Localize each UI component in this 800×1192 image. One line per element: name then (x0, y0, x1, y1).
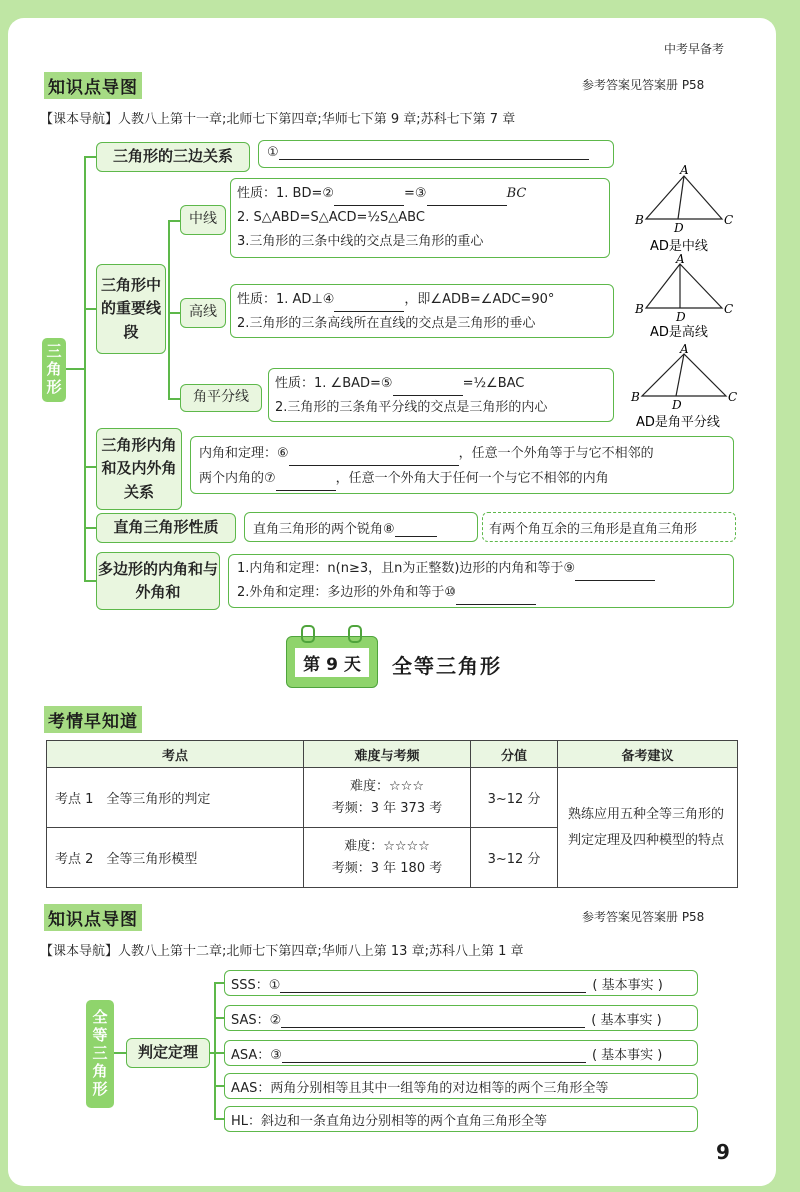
criteria-text: AAS：两角分别相等且其中一组等角的对边相等的两个三角形全等 (231, 1081, 609, 1096)
blank-label: ③ (270, 1048, 282, 1063)
node-criteria: 判定定理 (126, 1038, 210, 1068)
criteria-suffix: ( 基本事实 ) (591, 1013, 662, 1028)
section1-answer-ref: 参考答案见答案册 P58 (582, 78, 705, 92)
bisector-line1-suffix: =½∠BAC (462, 376, 525, 391)
node-sides: 三角形的三边关系 (96, 142, 250, 172)
tree-link (84, 156, 96, 158)
bisector-caption: AD是角平分线 (636, 415, 720, 430)
blank-6[interactable] (289, 451, 459, 466)
section1-title: 知识点导图 (44, 72, 142, 99)
blank-10[interactable] (456, 590, 536, 605)
table-header: 分值 (471, 741, 558, 768)
advice-cell: 熟练应用五种全等三角形的判定定理及四种模型的特点 (558, 768, 738, 888)
sides-box (258, 140, 614, 168)
table-header: 难度与考频 (304, 741, 471, 768)
polygon-line2: 2.外角和定理：多边形的外角和等于 (237, 585, 445, 600)
right-note (482, 512, 736, 542)
day-badge (286, 636, 378, 688)
table-header-row (47, 741, 738, 768)
fig-label-b: B (631, 390, 640, 404)
tree-link (84, 580, 96, 582)
altitude-box (230, 284, 614, 338)
tree-link (84, 527, 96, 529)
section2-answer-ref: 参考答案见答案册 P58 (582, 910, 705, 924)
fig-label-a: A (676, 254, 685, 266)
exam-title: 考情早知道 (44, 706, 142, 733)
criteria-item (224, 1073, 698, 1099)
altitude-line2: 2.三角形的三条高线所在直线的交点是三角形的垂心 (237, 316, 536, 331)
frequency: 考频：3 年 180 考 (331, 860, 443, 876)
tree-root-link (66, 368, 86, 370)
difficulty: 难度：☆☆☆ (350, 778, 424, 794)
blank-4-label: ④ (322, 292, 335, 307)
blank-9-label: ⑨ (563, 561, 576, 576)
blank-input[interactable] (282, 1048, 586, 1063)
blank-9[interactable] (575, 566, 655, 581)
blank-3-label: ③ (414, 186, 427, 201)
tree-sub-trunk (168, 220, 170, 398)
blank-7-label: ⑦ (264, 471, 276, 486)
right-box (244, 512, 478, 542)
tree-trunk-2 (214, 982, 216, 1118)
blank-5[interactable] (393, 381, 463, 396)
bisector-line1: 性质：1. ∠BAD= (275, 376, 381, 391)
criteria-prefix: ASA： (231, 1048, 271, 1063)
difficulty: 难度：☆☆☆☆ (344, 838, 430, 854)
tree-link (84, 466, 96, 468)
table-cell (304, 768, 471, 828)
node-bisector: 角平分线 (180, 384, 262, 412)
blank-6-label: ⑥ (277, 446, 289, 461)
blank-input[interactable] (280, 978, 586, 993)
frequency: 考频：3 年 373 考 (331, 800, 443, 816)
section1-textbook-nav: 【课本导航】人教八上第十一章;北师七下第四章;华师七下第 9 章;苏科七下第 7 章 (40, 112, 516, 127)
median-suffix: BC (506, 186, 527, 201)
exam-table (46, 740, 738, 888)
fig-label-c: C (724, 213, 734, 227)
criteria-suffix: ( 基本事实 ) (592, 978, 663, 993)
median-box (230, 178, 610, 258)
blank-2-label: ② (322, 186, 335, 201)
polygon-box (228, 554, 734, 608)
fig-label-a: A (680, 344, 689, 356)
page-number: 9 (716, 1140, 730, 1164)
criteria-prefix: SAS： (231, 1013, 270, 1028)
altitude-caption: AD是高线 (650, 325, 708, 340)
table-cell: 考点 1 全等三角形的判定 (47, 768, 304, 828)
blank-8[interactable] (395, 522, 437, 537)
blank-1-label: ① (267, 145, 279, 160)
tree-link (214, 1118, 224, 1120)
root-triangle: 三角形 (42, 338, 66, 402)
criteria-text: HL：斜边和一条直角边分别相等的两个直角三角形全等 (231, 1114, 548, 1129)
fig-label-b: B (635, 213, 644, 227)
blank-4[interactable] (334, 297, 404, 312)
table-header: 备考建议 (558, 741, 738, 768)
altitude-line1-suffix: ，即∠ADB=∠ADC=90° (404, 292, 555, 307)
tree-link (114, 1052, 126, 1054)
ring-icon (301, 625, 315, 643)
median-figure (634, 164, 734, 259)
day-number: 第 9 天 (295, 648, 369, 677)
tree-link (214, 1052, 224, 1054)
tree-link (214, 1017, 224, 1019)
table-cell: 3~12 分 (471, 768, 558, 828)
tree-link (168, 312, 180, 314)
median-line2: 2. S△ABD=S△ACD=½S△ABC (237, 210, 425, 225)
criteria-prefix: SSS： (231, 978, 269, 993)
node-polygon: 多边形的内角和与外角和 (96, 552, 220, 610)
day-title: 全等三角形 (392, 654, 502, 678)
tree-link (214, 1085, 224, 1087)
fig-label-c: C (724, 302, 734, 316)
tree-link (214, 982, 224, 984)
blank-input[interactable] (281, 1013, 585, 1028)
bisector-line2: 2.三角形的三条角平分线的交点是三角形的内心 (275, 400, 548, 415)
altitude-line1: 性质：1. AD⊥ (237, 292, 323, 307)
fig-label-d: D (676, 310, 686, 324)
median-line1: 性质：1. BD= (237, 186, 323, 201)
header-label: 中考早备考 (664, 42, 725, 56)
median-eq: = (404, 186, 415, 201)
bisector-box (268, 368, 614, 422)
table-row (47, 768, 738, 828)
fig-label-a: A (680, 164, 689, 177)
angles-box (190, 436, 734, 494)
blank-7[interactable] (276, 476, 336, 491)
angles-line2-suffix: ，任意一个外角大于任何一个与它不相邻的内角 (335, 471, 609, 486)
fig-label-b: B (635, 302, 644, 316)
table-cell (304, 828, 471, 888)
blank-10-label: ⑩ (444, 585, 457, 600)
polygon-line1: 1.内角和定理：n(n≥3，且n为正整数)边形的内角和等于 (237, 561, 564, 576)
blank-1[interactable] (279, 145, 589, 160)
fig-label-c: C (728, 390, 738, 404)
median-caption: AD是中线 (650, 239, 708, 254)
table-header: 考点 (47, 741, 304, 768)
blank-5-label: ⑤ (380, 376, 393, 391)
median-line3: 3.三角形的三条中线的交点是三角形的重心 (237, 234, 484, 249)
right-note-text: 有两个角互余的三角形是直角三角形 (489, 522, 698, 537)
table-cell: 3~12 分 (471, 828, 558, 888)
right-text: 直角三角形的两个锐角 (253, 522, 384, 537)
angles-line2: 两个内角的 (199, 471, 265, 486)
blank-label: ② (269, 1013, 282, 1028)
criteria-suffix: ( 基本事实 ) (591, 1048, 663, 1063)
node-angles: 三角形内角和及内外角关系 (96, 428, 182, 510)
node-segments: 三角形中的重要线段 (96, 264, 166, 354)
blank-8-label: ⑧ (383, 522, 395, 537)
blank-label: ① (268, 978, 281, 993)
section2-textbook-nav: 【课本导航】人教八上第十二章;北师七下第四章;华师八上第 13 章;苏科八上第 1 章 (40, 944, 524, 959)
node-median: 中线 (180, 205, 226, 235)
criteria-item (224, 1106, 698, 1132)
tree-link (168, 220, 180, 222)
node-right-triangle: 直角三角形性质 (96, 513, 236, 543)
blank-3[interactable] (427, 191, 507, 206)
criteria-item (224, 1005, 698, 1031)
fig-label-d: D (674, 221, 684, 235)
bisector-figure (630, 344, 740, 434)
section2-title: 知识点导图 (44, 904, 142, 931)
fig-label-d: D (672, 398, 682, 412)
ring-icon (348, 625, 362, 643)
tree-link (168, 398, 180, 400)
tree-link (84, 308, 96, 310)
criteria-item (224, 1040, 698, 1066)
altitude-figure (634, 254, 734, 344)
criteria-item (224, 970, 698, 996)
angles-line1-suffix: ，任意一个外角等于与它不相邻的 (458, 446, 654, 461)
node-altitude: 高线 (180, 298, 226, 328)
root-congruent: 全等三角形 (86, 1000, 114, 1108)
blank-2[interactable] (334, 191, 404, 206)
angles-line1: 内角和定理： (199, 446, 278, 461)
table-cell: 考点 2 全等三角形模型 (47, 828, 304, 888)
